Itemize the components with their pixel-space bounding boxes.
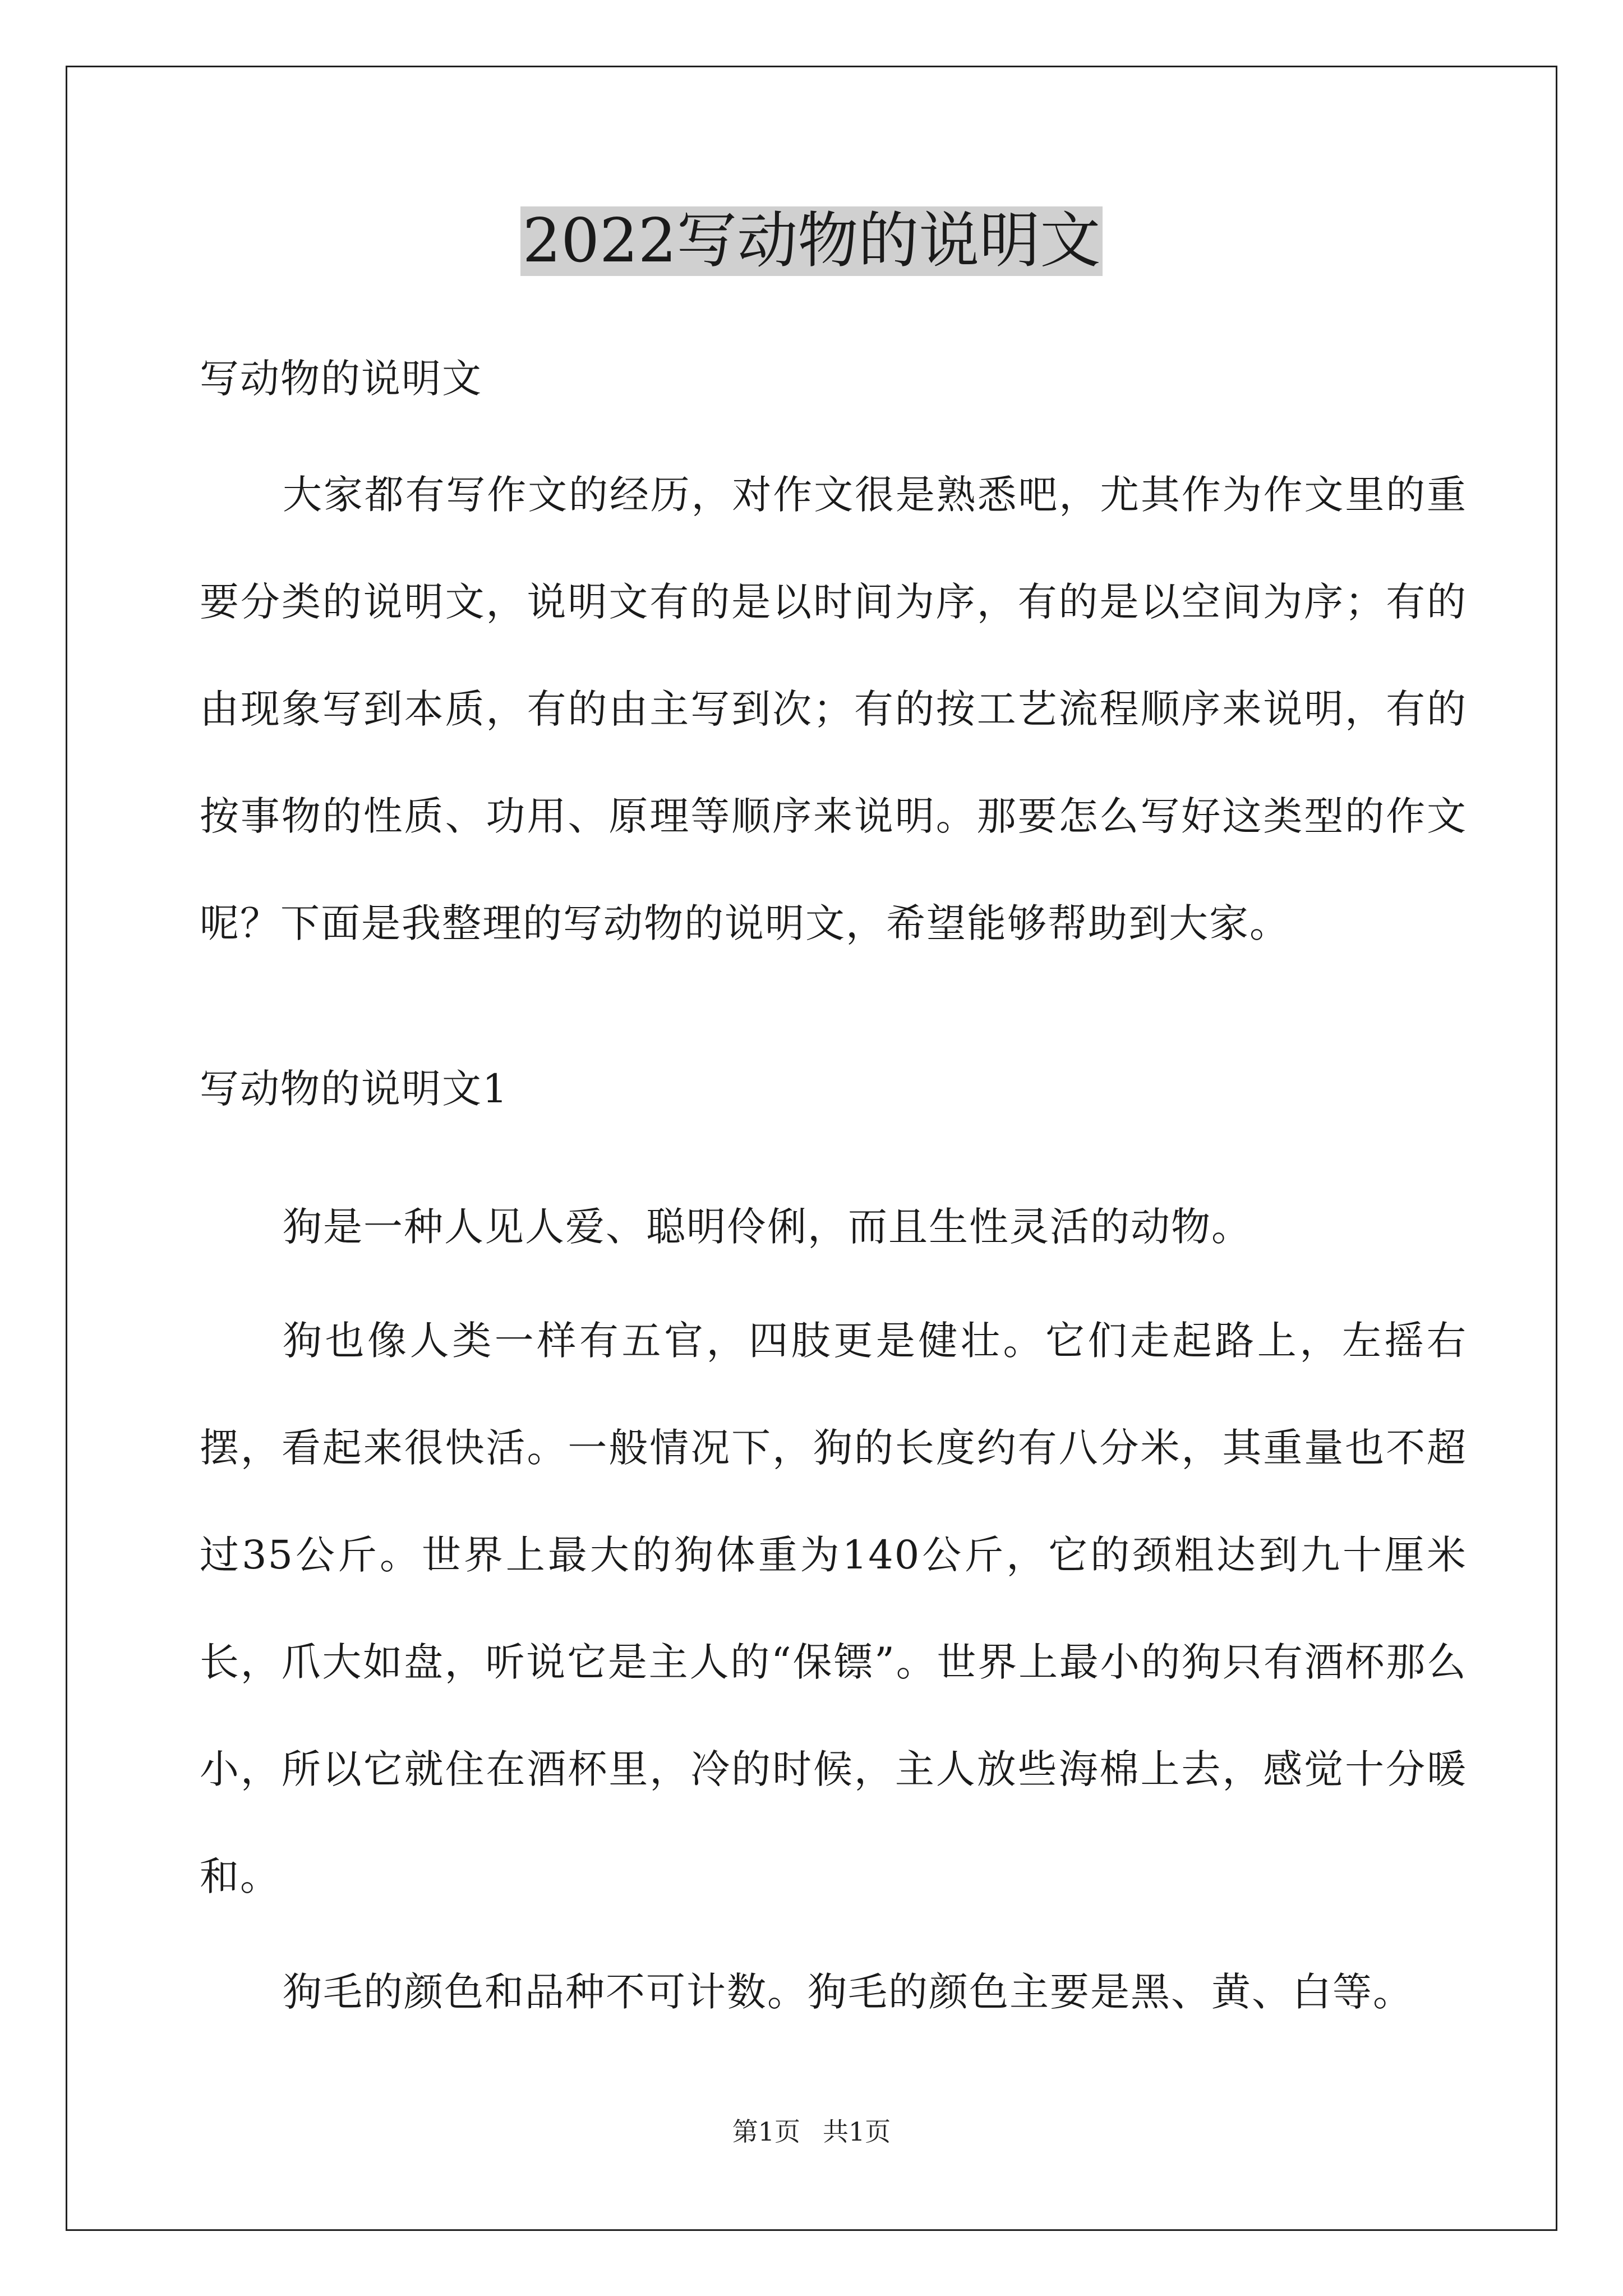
subtitle: 写动物的说明文 <box>200 356 482 402</box>
page-number: 第1页 <box>732 2116 800 2147</box>
intro-paragraph: 大家都有写作文的经历，对作文很是熟悉吧，尤其作为作文里的重要分类的说明文，说明文有的是以时间为序，有的是以空间为序；有的由现象写到本质，有的由主写到次；有的按工艺流程顺序来说明，有的按事物的性质、功用、原理等顺序来说明。那要怎么写好这类型的作文呢？下面是我整理的写动物的说明文，希望能够帮助到大家。 <box>200 472 1467 946</box>
title-container <box>0 206 1623 276</box>
document-title: 2022写动物的说明文 <box>520 206 1103 276</box>
paragraph-1: 狗是一种人见人爱、聪明伶俐，而且生性灵活的动物。 <box>283 1204 1252 1250</box>
page-total: 共1页 <box>823 2116 891 2147</box>
page-footer <box>0 2115 1623 2148</box>
paragraph-3: 狗毛的颜色和品种不可计数。狗毛的颜色主要是黑、黄、白等。 <box>283 1969 1413 2015</box>
section-heading: 写动物的说明文1 <box>200 1066 509 1112</box>
paragraph-2: 狗也像人类一样有五官，四肢更是健壮。它们走起路上，左摇右摆，看起来很快活。一般情况下，狗的长度约有八分米，其重量也不超过35公斤。世界上最大的狗体重为140公斤，它的颈粗达到九十厘米长，爪大如盘，听说它是主人的“保镖”。世界上最小的狗只有酒杯那么小，所以它就住在酒杯里，冷的时候，主人放些海棉上去，感觉十分暖和。 <box>200 1318 1467 1899</box>
